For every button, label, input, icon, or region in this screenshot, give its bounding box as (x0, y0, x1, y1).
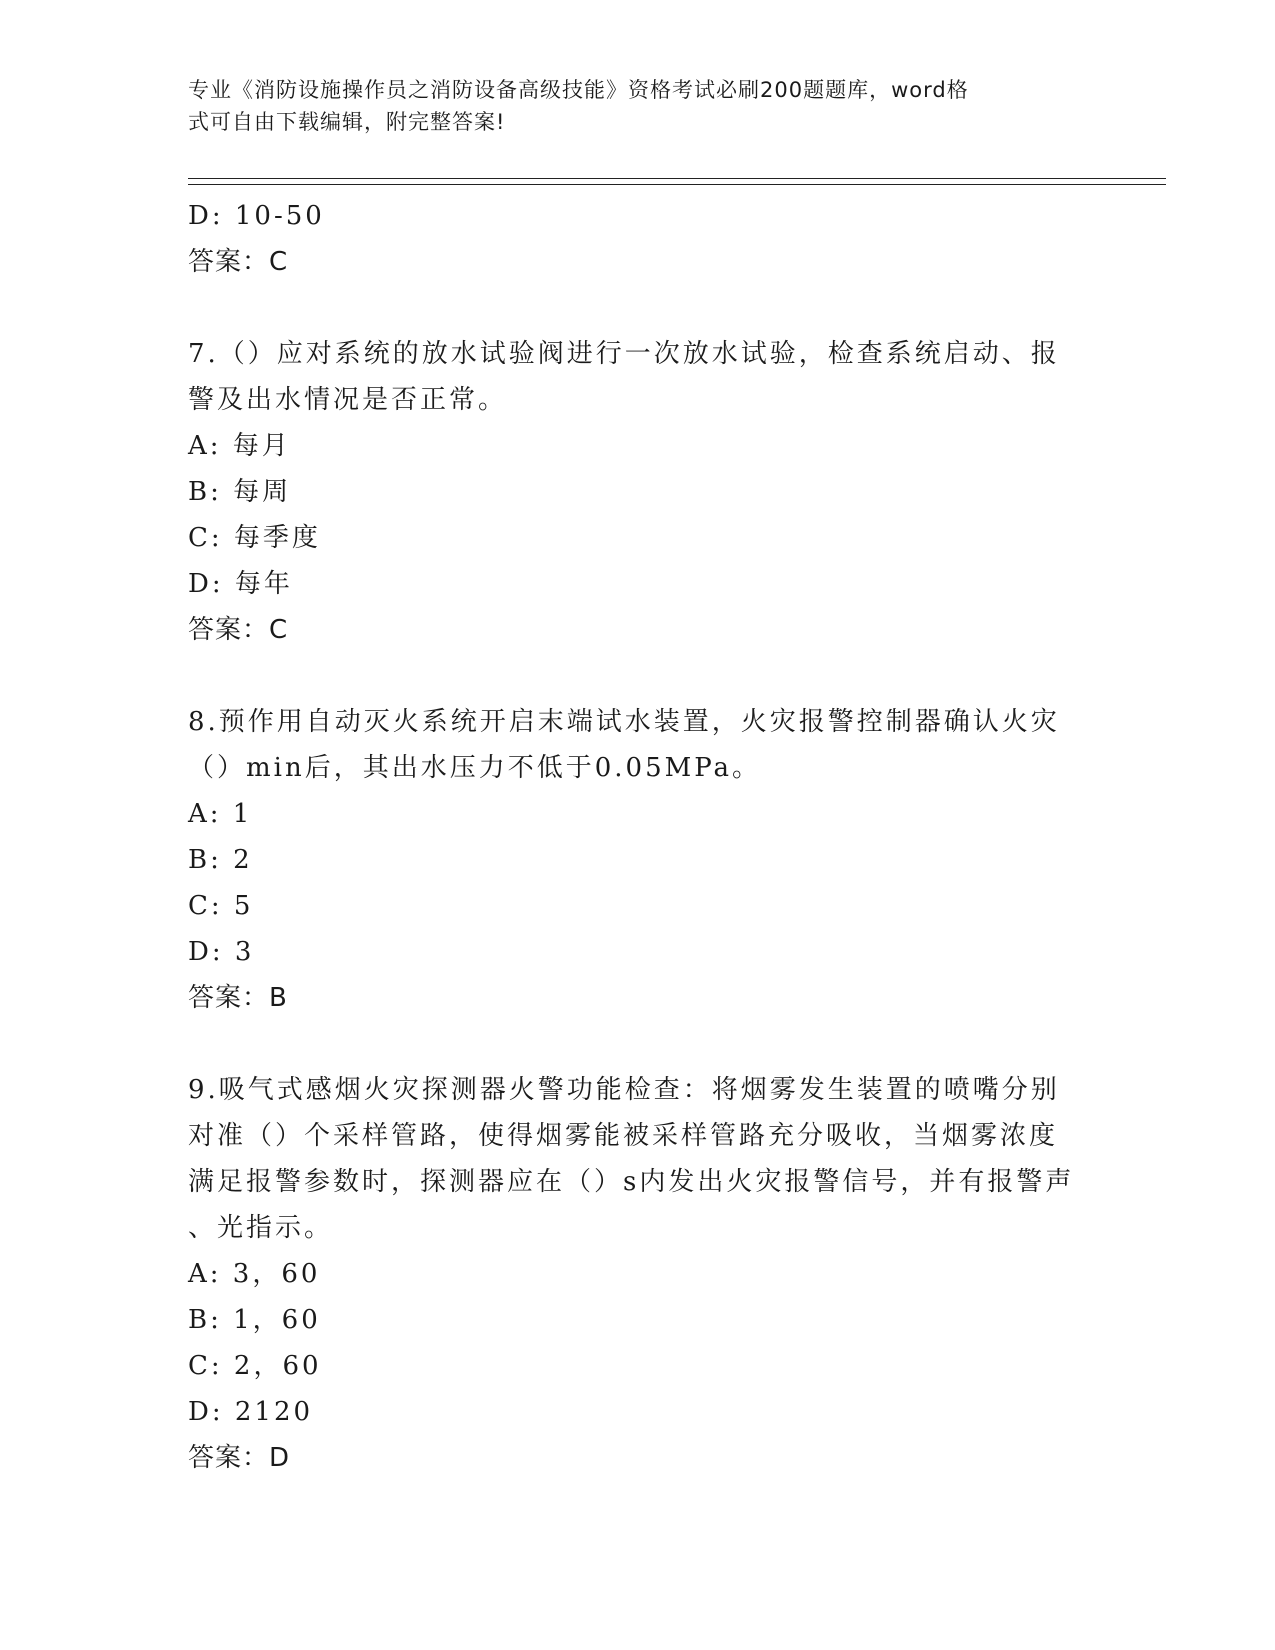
question-8-option-c: C: 5 (188, 891, 254, 921)
question-8-option-d: D: 3 (188, 937, 255, 967)
spacer (188, 1021, 1088, 1067)
question-9 (188, 1067, 1088, 1481)
question-9-stem-line-3: 满足报警参数时，探测器应在（）s内发出火灾报警信号，并有报警声 (188, 1167, 1075, 1197)
question-7-option-d: D: 每年 (188, 569, 293, 599)
header-line-2: 式可自由下载编辑，附完整答案! (188, 110, 506, 134)
question-8 (188, 699, 1088, 1021)
question-8-stem-line-1: 8.预作用自动灭火系统开启末端试水装置，火灾报警控制器确认火灾 (188, 707, 1060, 737)
question-7-option-b: B: 每周 (188, 477, 292, 507)
header-rule-top (188, 178, 1166, 179)
question-7 (188, 331, 1088, 653)
question-content (188, 193, 1088, 1481)
question-7-option-c: C: 每季度 (188, 523, 321, 553)
question-9-stem-line-4: 、光指示。 (188, 1213, 334, 1243)
question-7-answer: 答案：C (188, 615, 289, 645)
question-9-option-c: C: 2，60 (188, 1351, 322, 1381)
header-rule-bottom (188, 184, 1166, 185)
question-9-option-a: A: 3，60 (188, 1259, 321, 1289)
question-8-option-a: A: 1 (188, 799, 253, 829)
question-7-option-a: A: 每月 (188, 431, 291, 461)
question-9-answer: 答案：D (188, 1443, 291, 1473)
question-9-stem-line-1: 9.吸气式感烟火灾探测器火警功能检查：将烟雾发生装置的喷嘴分别 (188, 1075, 1060, 1105)
document-header (188, 74, 1068, 138)
spacer (188, 285, 1088, 331)
prev-option-d: D: 10-50 (188, 201, 325, 231)
question-9-option-d: D: 2120 (188, 1397, 314, 1427)
question-7-stem-line-1: 7.（）应对系统的放水试验阀进行一次放水试验，检查系统启动、报 (188, 339, 1060, 369)
question-8-option-b: B: 2 (188, 845, 253, 875)
question-9-stem-line-2: 对准（）个采样管路，使得烟雾能被采样管路充分吸收，当烟雾浓度 (188, 1121, 1059, 1151)
header-line-1: 专业《消防设施操作员之消防设备高级技能》资格考试必刷200题题库，word格 (188, 78, 969, 102)
question-7-stem-line-2: 警及出水情况是否正常。 (188, 385, 508, 415)
prev-answer: 答案：C (188, 247, 289, 277)
spacer (188, 653, 1088, 699)
question-8-answer: 答案：B (188, 983, 288, 1013)
question-9-option-b: B: 1，60 (188, 1305, 321, 1335)
question-8-stem-line-2: （）min后，其出水压力不低于0.05MPa。 (188, 753, 762, 783)
